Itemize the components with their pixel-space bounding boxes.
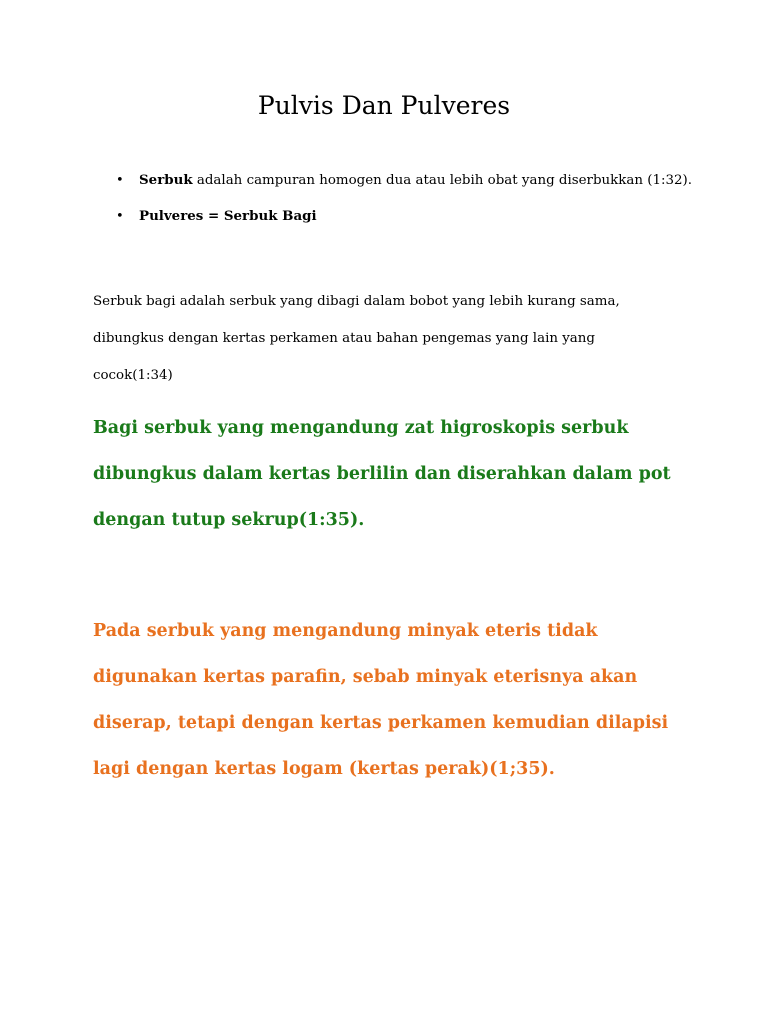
paragraph-minyak-eteris: Pada serbuk yang mengandung minyak eteris tidak digunakan kertas parafin, sebab minyak eterisnya akan diserap, tetapi dengan kertas perkamen kemudian dilapisi lagi dengan kertas logam (kertas perak)(1;35). xyxy=(93,621,669,779)
bullet-text: adalah campuran homogen dua atau lebih obat yang diserbukkan (1:32). xyxy=(192,173,693,188)
bullet-dot-icon: • xyxy=(116,173,124,188)
bullet-list xyxy=(93,163,693,234)
bullet-term: Serbuk xyxy=(139,172,193,188)
bullet-term: Pulveres = Serbuk Bagi xyxy=(139,208,317,224)
bullet-item-pulveres xyxy=(93,199,693,234)
bullet-item-serbuk xyxy=(93,163,693,198)
paragraph-higroskopis: Bagi serbuk yang mengandung zat higroskopis serbuk dibungkus dalam kertas berlilin dan diserahkan dalam pot dengan tutup sekrup(1:35). xyxy=(93,418,671,530)
bullet-dot-icon: • xyxy=(116,209,124,224)
page-title: Pulvis Dan Pulveres xyxy=(257,91,511,120)
paragraph-serbuk-bagi: Serbuk bagi adalah serbuk yang dibagi dalam bobot yang lebih kurang sama, dibungkus dengan kertas perkamen atau bahan pengemas yang lain yang cocok(1:34) xyxy=(93,294,620,383)
